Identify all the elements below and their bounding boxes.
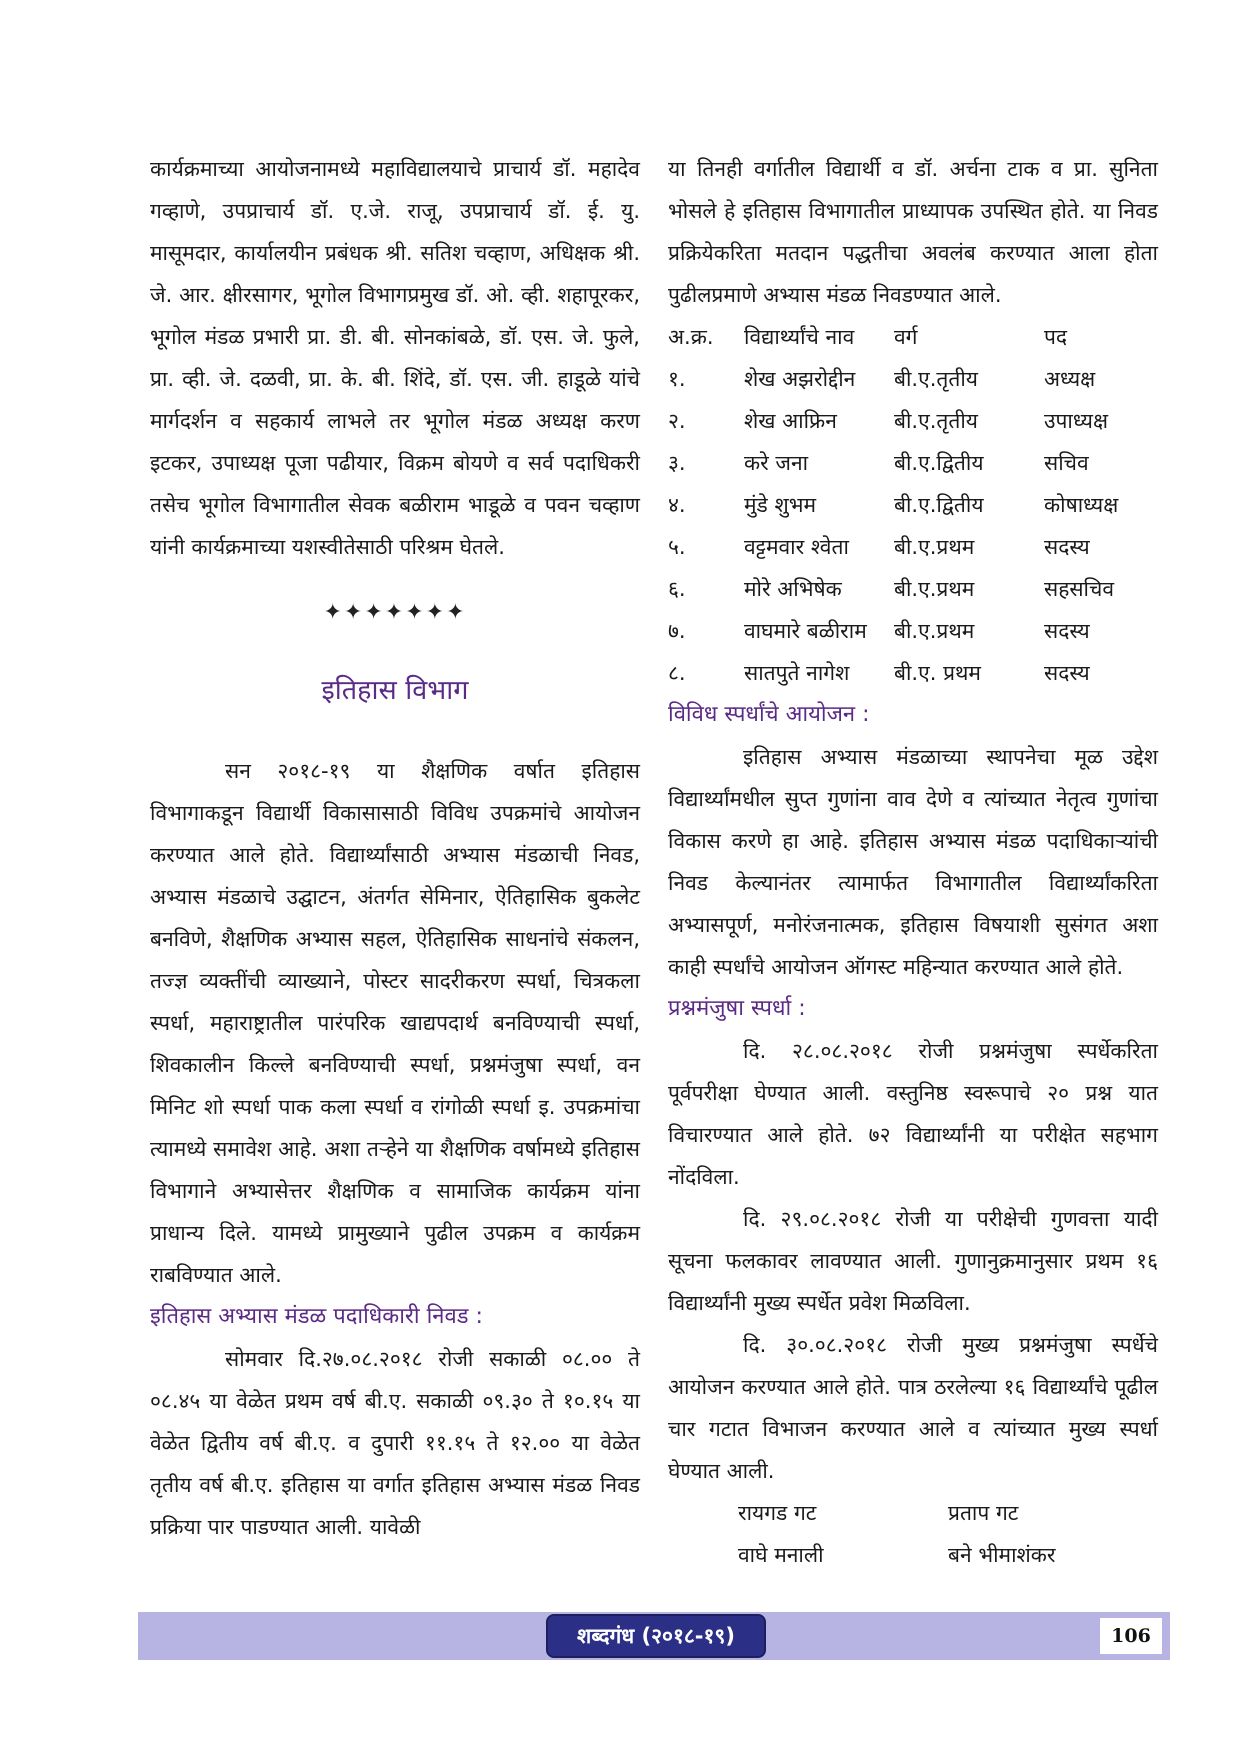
quiz-paragraph-1: दि. २८.०८.२०१८ रोजी प्रश्नमंजुषा स्पर्धेकरिता पूर्वपरीक्षा घेण्यात आली. वस्तुनिष्ठ स्वरूपाचे २० प्रश्न यात विचारण्यात आले होते. ७२ विद्यार्थ्यांनी या परीक्षेत सहभाग नोंदविला.: [668, 1039, 1158, 1189]
cell-class: बी.ए.प्रथम: [894, 535, 975, 559]
cell-serial: ३.: [668, 451, 686, 475]
cell-class: बी.ए.तृतीय: [894, 367, 978, 391]
cell-serial: १.: [668, 367, 686, 391]
table-row: [668, 400, 1158, 442]
header-post: पद: [1044, 325, 1068, 349]
table-row: [668, 484, 1158, 526]
cell-post: सदस्य: [1044, 535, 1090, 559]
page-footer: [138, 1612, 1170, 1660]
table-row: [668, 358, 1158, 400]
section-spacer: [150, 714, 640, 750]
cell-serial: ५.: [668, 535, 686, 559]
cell-post: अध्यक्ष: [1044, 367, 1096, 391]
continued-paragraph: या तिनही वर्गातील विद्यार्थी व डॉ. अर्चना टाक व प्रा. सुनिता भोसले हे इतिहास विभागातील प्राध्यापक उपस्थित होते. या निवड प्रक्रियेकरिता मतदान पद्धतीचा अवलंब करण्यात आला होता पुढीलप्रमाणे अभ्यास मंडळ निवडण्यात आले.: [668, 157, 1158, 307]
group-pratap: [948, 1492, 1158, 1576]
cell-class: बी.ए.प्रथम: [894, 577, 975, 601]
quiz-groups: [668, 1492, 1158, 1576]
right-column: [668, 148, 1158, 1576]
cell-post: सहसचिव: [1044, 577, 1114, 601]
table-row: [668, 652, 1158, 694]
cell-name: मोरे अभिषेक: [744, 577, 842, 601]
cell-post: सदस्य: [1044, 661, 1090, 685]
cell-name: वाघमारे बळीराम: [744, 619, 867, 643]
group-name: रायगड गट: [738, 1501, 817, 1525]
cell-serial: ४.: [668, 493, 686, 517]
cell-class: बी.ए.द्वितीय: [894, 493, 984, 517]
committee-roster-table: [668, 316, 1158, 694]
header-name: विद्यार्थ्यांचे नाव: [744, 325, 855, 349]
cell-serial: ७.: [668, 619, 686, 643]
cell-name: मुंडे शुभम: [744, 493, 817, 517]
cell-name: शेख अझरोद्दीन: [744, 367, 856, 391]
intro-paragraph: कार्यक्रमाच्या आयोजनामध्ये महाविद्यालयाचे प्राचार्य डॉ. महादेव गव्हाणे, उपप्राचार्य डॉ. ए.जे. राजू, उपप्राचार्य डॉ. ई. यु. मासूमदार, कार्यालयीन प्रबंधक श्री. सतिश चव्हाण, अधिक्षक श्री. जे. आर. क्षीरसागर, भूगोल विभागप्रमुख डॉ. ओ. व्ही. शहापूरकर, भूगोल मंडळ प्रभारी प्रा. डी. बी. सोनकांबळे, डॉ. एस. जे. फुले, प्रा. व्ही. जे. दळवी, प्रा. के. बी. शिंदे, डॉ. एस. जी. हाडूळे यांचे मार्गदर्शन व सहकार्य लाभले तर भूगोल मंडळ अध्यक्ष करण इटकर, उपाध्यक्ष पूजा पढीयार, विक्रम बोयणे व सर्व पदाधिकरी तसेच भूगोल विभागातील सेवक बळीराम भाडूळे व पवन चव्हाण यांनी कार्यक्रमाच्या यशस्वीतेसाठी परिश्रम घेतले.: [150, 157, 640, 559]
cell-class: बी.ए.द्वितीय: [894, 451, 984, 475]
page-number: 106: [1100, 1618, 1162, 1654]
quiz-heading: प्रश्नमंजुषा स्पर्धा :: [668, 996, 806, 1021]
table-row: [668, 568, 1158, 610]
competitions-heading: विविध स्पर्धांचे आयोजन :: [668, 702, 870, 727]
left-column: [150, 148, 640, 1548]
group-member: बने भीमाशंकर: [948, 1543, 1056, 1567]
cell-class: बी.ए.प्रथम: [894, 619, 975, 643]
section-paragraph: सन २०१८-१९ या शैक्षणिक वर्षात इतिहास विभागाकडून विद्यार्थी विकासासाठी विविध उपक्रमांचे आयोजन करण्यात आले होते. विद्यार्थ्यांसाठी अभ्यास मंडळाची निवड, अभ्यास मंडळाचे उद्घाटन, अंतर्गत सेमिनार, ऐतिहासिक बुकलेट बनविणे, शैक्षणिक अभ्यास सहल, ऐतिहासिक साधनांचे संकलन, तज्ज्ञ व्यक्तींची व्याख्याने, पोस्टर सादरीकरण स्पर्धा, चित्रकला स्पर्धा, महाराष्ट्रातील पारंपरिक खाद्यपदार्थ बनविण्याची स्पर्धा, शिवकालीन किल्ले बनविण्याची स्पर्धा, प्रश्नमंजुषा स्पर्धा, वन मिनिट शो स्पर्धा पाक कला स्पर्धा व रांगोळी स्पर्धा इ. उपक्रमांचा त्यामध्ये समावेश आहे. अशा तऱ्हेने या शैक्षणिक वर्षामध्ये इतिहास विभागाने अभ्यासेत्तर शैक्षणिक व सामाजिक कार्यक्रम यांना प्राधान्य दिले. यामध्ये प्रामुख्याने पुढील उपक्रम व कार्यक्रम राबविण्यात आले.: [150, 759, 640, 1287]
table-row: [668, 526, 1158, 568]
quiz-paragraph-2: दि. २९.०८.२०१८ रोजी या परीक्षेची गुणवत्ता यादी सूचना फलकावर लावण्यात आली. गुणानुक्रमानुसार प्रथम १६ विद्यार्थ्यांनी मुख्य स्पर्धेत प्रवेश मिळविला.: [668, 1207, 1158, 1315]
cell-post: कोषाध्यक्ष: [1044, 493, 1119, 517]
table-header-row: [668, 316, 1158, 358]
cell-post: सदस्य: [1044, 619, 1090, 643]
publication-title-badge: शब्दगंध (२०१८-१९): [546, 1614, 766, 1658]
header-serial: अ.क्र.: [668, 325, 714, 349]
table-row: [668, 442, 1158, 484]
cell-class: बी.ए. प्रथम: [894, 661, 981, 685]
competitions-paragraph: इतिहास अभ्यास मंडळाच्या स्थापनेचा मूळ उद्देश विद्यार्थ्यांमधील सुप्त गुणांना वाव देणे व त्यांच्यात नेतृत्व गुणांचा विकास करणे हा आहे. इतिहास अभ्यास मंडळ पदाधिकाऱ्यांची निवड केल्यानंतर त्यामार्फत विभागातील विद्यार्थ्यांकरिता अभ्यासपूर्ण, मनोरंजनात्मक, इतिहास विषयाशी सुसंगत अशा काही स्पर्धांचे आयोजन ऑगस्ट महिन्यात करण्यात आले होते.: [668, 745, 1158, 979]
election-heading: इतिहास अभ्यास मंडळ पदाधिकारी निवड :: [150, 1304, 483, 1329]
group-member: वाघे मनाली: [738, 1543, 824, 1567]
cell-name: करे जना: [744, 451, 809, 475]
section-title: इतिहास विभाग: [321, 675, 469, 706]
cell-serial: २.: [668, 409, 686, 433]
group-raigad: [738, 1492, 948, 1576]
group-name: प्रताप गट: [948, 1501, 1019, 1525]
cell-name: वट्टमवार श्वेता: [744, 535, 849, 559]
cell-serial: ८.: [668, 661, 686, 685]
cell-post: उपाध्यक्ष: [1044, 409, 1109, 433]
header-class: वर्ग: [894, 325, 918, 349]
quiz-paragraph-3: दि. ३०.०८.२०१८ रोजी मुख्य प्रश्नमंजुषा स्पर्धेचे आयोजन करण्यात आले होते. पात्र ठरलेल्या १६ विद्यार्थ्यांचे पूढील चार गटात विभाजन करण्यात आले व त्यांच्यात मुख्य स्पर्धा घेण्यात आली.: [668, 1333, 1158, 1483]
cell-name: सातपुते नागेश: [744, 661, 850, 685]
cell-post: सचिव: [1044, 451, 1089, 475]
cell-serial: ६.: [668, 577, 686, 601]
cell-name: शेख आफ्रिन: [744, 409, 837, 433]
election-paragraph: सोमवार दि.२७.०८.२०१८ रोजी सकाळी ०८.०० ते ०८.४५ या वेळेत प्रथम वर्ष बी.ए. सकाळी ०९.३० ते १०.१५ या वेळेत द्वितीय वर्ष बी.ए. व दुपारी ११.१५ ते १२.०० या वेळेत तृतीय वर्ष बी.ए. इतिहास या वर्गात इतिहास अभ्यास मंडळ निवड प्रक्रिया पार पाडण्यात आली. यावेळी: [150, 1347, 640, 1539]
cell-class: बी.ए.तृतीय: [894, 409, 978, 433]
table-row: [668, 610, 1158, 652]
section-divider-ornament: ✦✦✦✦✦✦✦: [323, 600, 467, 625]
